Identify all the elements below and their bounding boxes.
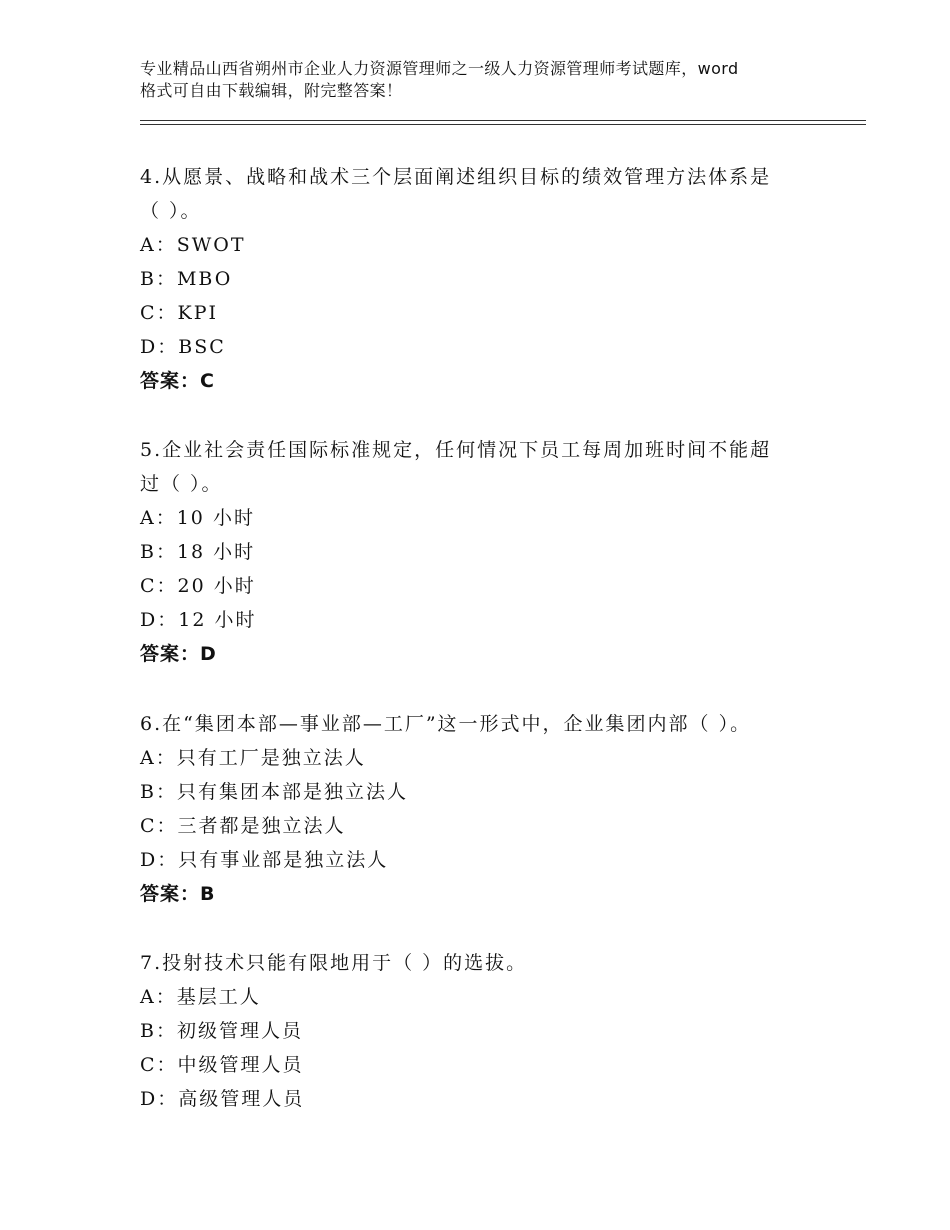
- header-line: 格式可自由下载编辑，附完整答案！: [140, 81, 403, 100]
- option-c: C：三者都是独立法人: [140, 815, 346, 837]
- option-c: C：KPI: [140, 302, 219, 324]
- option-a: A：基层工人: [140, 986, 261, 1008]
- header-line: 专业精品山西省朔州市企业人力资源管理师之一级人力资源管理师考试题库，word: [140, 59, 739, 78]
- question-stem: 4.从愿景、战略和战术三个层面阐述组织目标的绩效管理方法体系是: [140, 166, 772, 188]
- question-stem: 5.企业社会责任国际标准规定，任何情况下员工每周加班时间不能超: [140, 439, 772, 461]
- option-b: B：18 小时: [140, 541, 256, 563]
- option-a: A：SWOT: [140, 234, 246, 256]
- answer-line: 答案：B: [140, 883, 216, 905]
- option-c: C：中级管理人员: [140, 1054, 304, 1076]
- question-stem: （ ）。: [140, 200, 202, 222]
- option-a: A：只有工厂是独立法人: [140, 747, 366, 769]
- answer-line: 答案：D: [140, 643, 217, 665]
- question-stem: 7.投射技术只能有限地用于（ ）的选拔。: [140, 952, 528, 974]
- question-block: [140, 946, 820, 1116]
- header-divider: [140, 120, 866, 121]
- option-d: D：只有事业部是独立法人: [140, 849, 389, 871]
- question-block: [140, 160, 820, 398]
- answer-line: 答案：C: [140, 370, 215, 392]
- document-header: [140, 58, 830, 102]
- header-divider: [140, 124, 866, 125]
- option-b: B：初级管理人员: [140, 1020, 303, 1042]
- option-a: A：10 小时: [140, 507, 255, 529]
- question-block: [140, 707, 820, 911]
- option-c: C：20 小时: [140, 575, 256, 597]
- option-b: B：MBO: [140, 268, 233, 290]
- question-block: [140, 433, 820, 671]
- option-b: B：只有集团本部是独立法人: [140, 781, 408, 803]
- option-d: D：12 小时: [140, 609, 257, 631]
- question-stem: 6.在“集团本部—事业部—工厂”这一形式中，企业集团内部（ ）。: [140, 713, 752, 735]
- option-d: D：高级管理人员: [140, 1088, 305, 1110]
- option-d: D：BSC: [140, 336, 226, 358]
- question-stem: 过（ ）。: [140, 473, 223, 495]
